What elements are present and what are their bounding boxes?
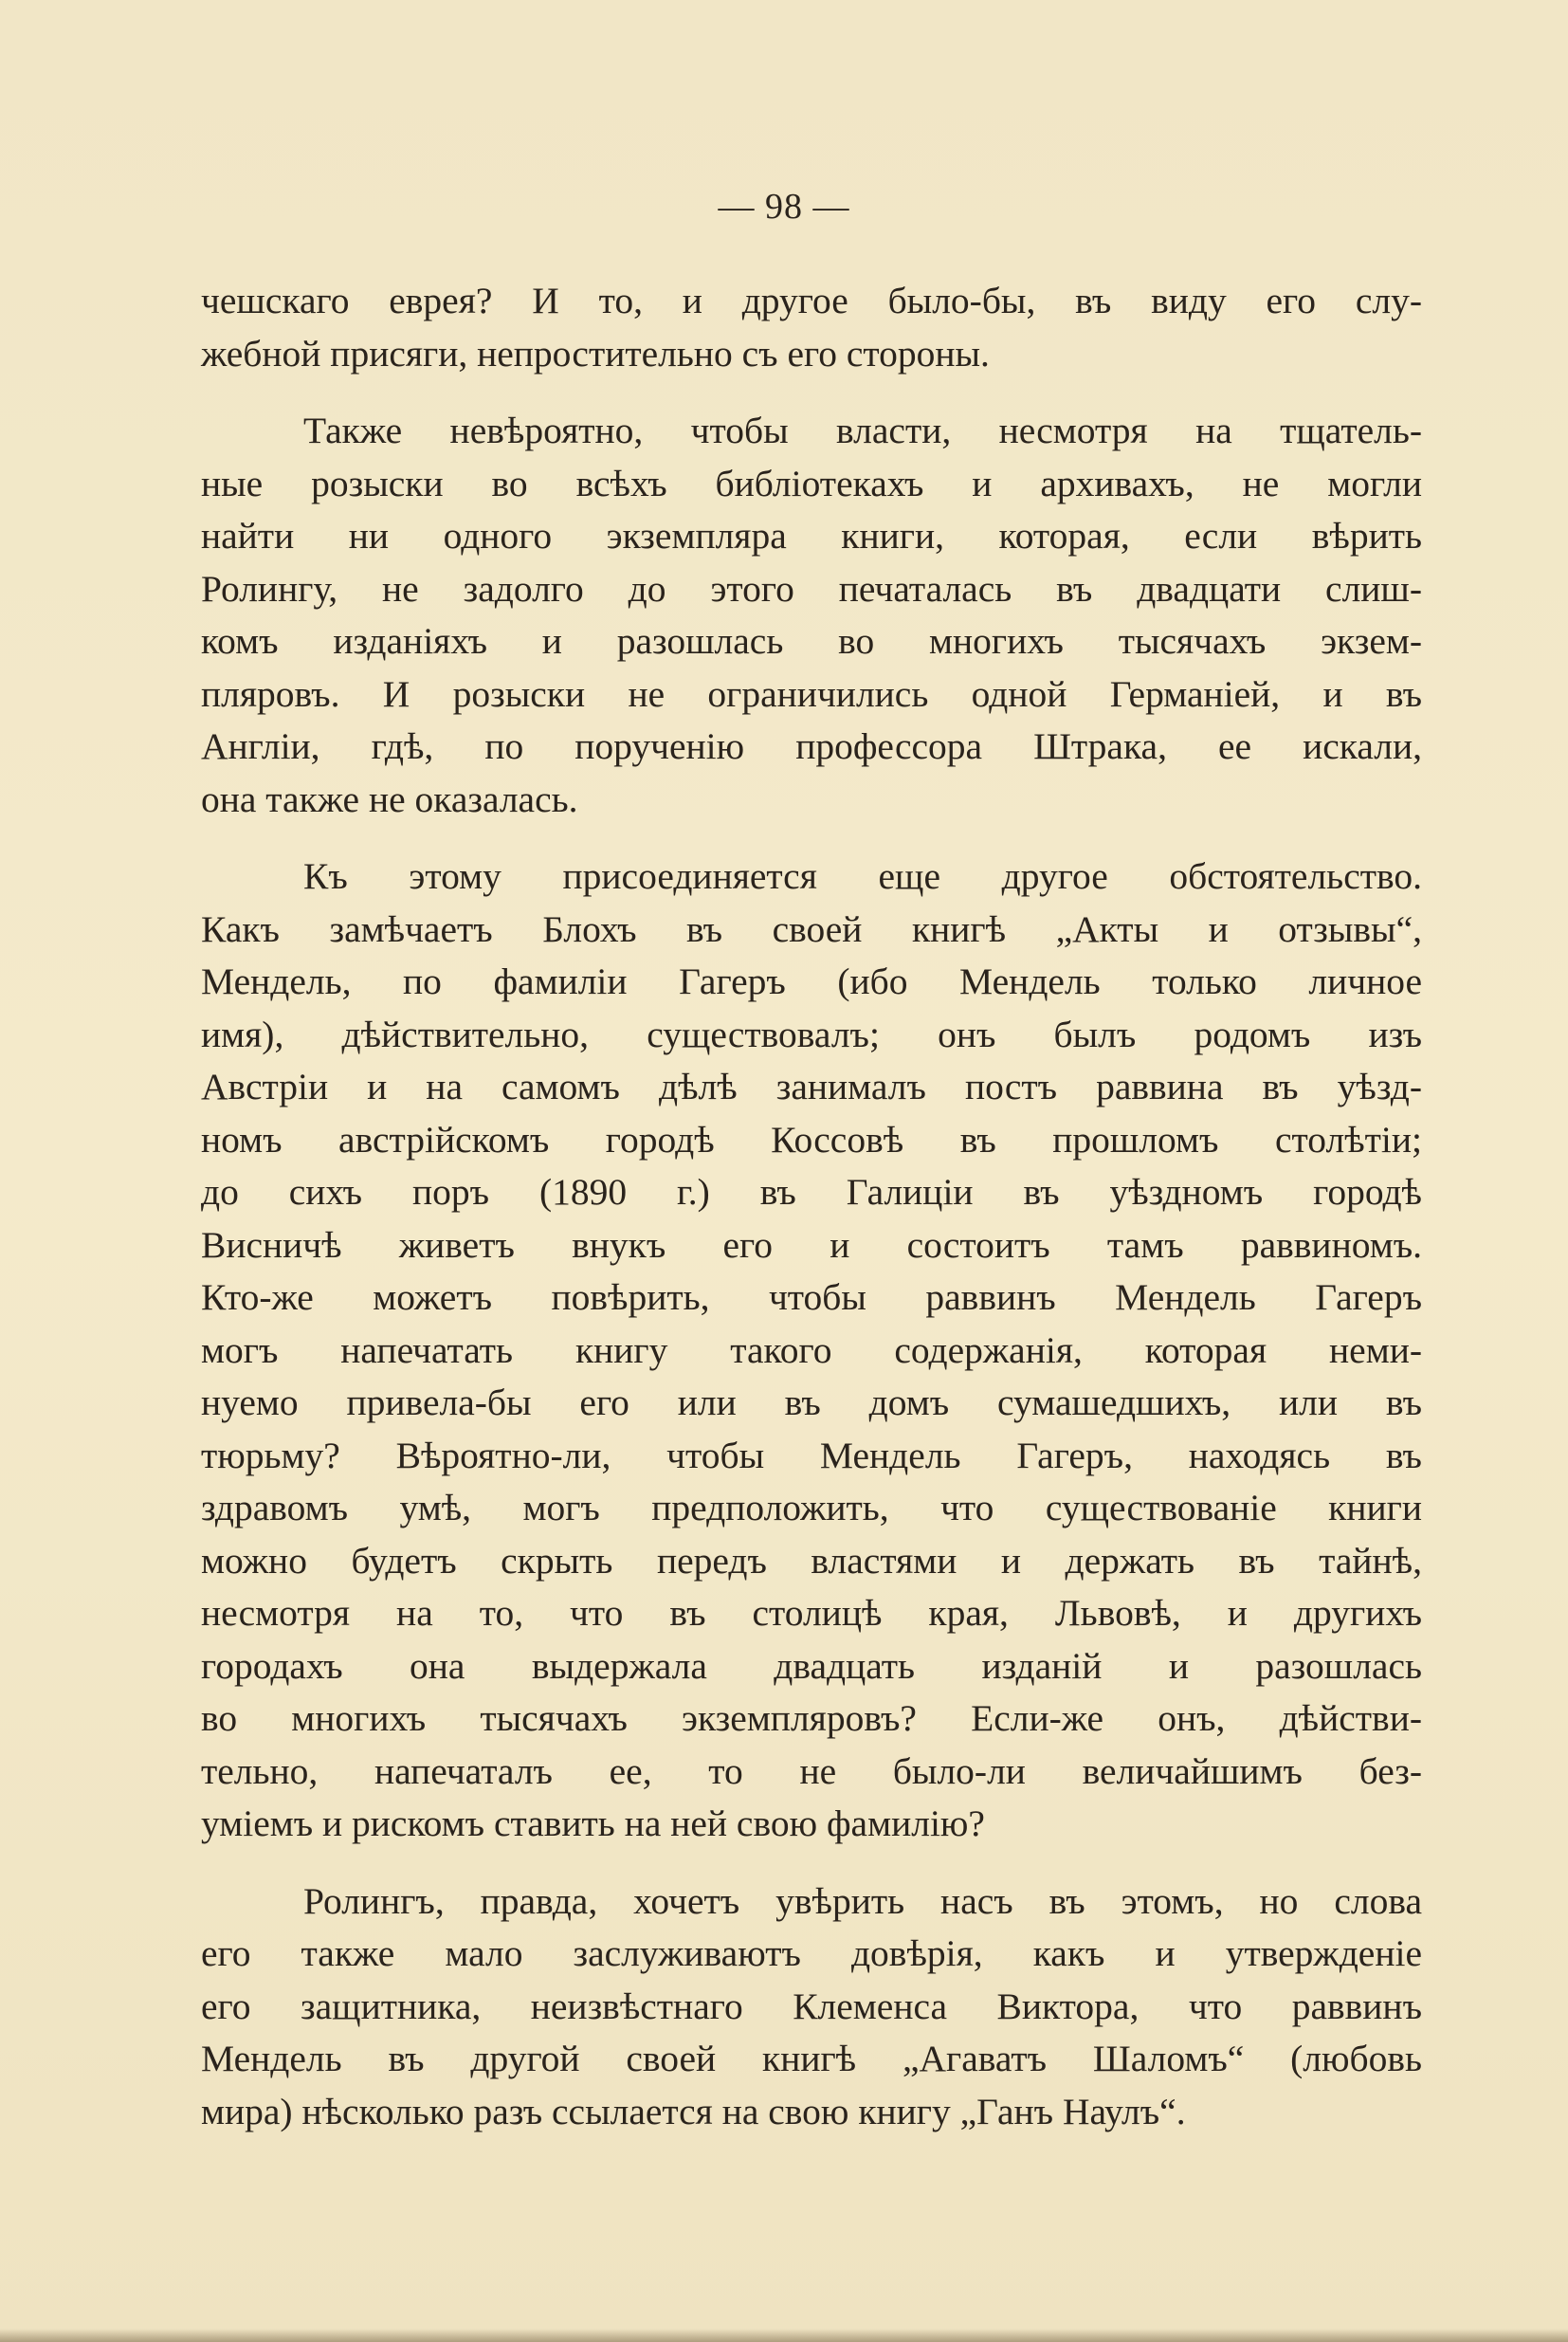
text-line: она также не оказалась. — [201, 778, 578, 820]
text-line: Ролингъ, правда, хочетъ увѣрить насъ въ этомъ, но слова — [303, 1879, 1422, 1922]
text-line: Австріи и на самомъ дѣлѣ занималъ постъ раввина въ уѣзд- — [201, 1066, 1422, 1107]
text-line: Мендель, по фамиліи Гагеръ (ибо Мендель только личное — [201, 961, 1422, 1002]
text-line: тельно, напечаталъ ее, то не было-ли величайшимъ без- — [201, 1749, 1422, 1792]
text-line: мира) нѣсколько разъ ссылается на свою книгу „Ганъ Наулъ“. — [201, 2090, 1186, 2132]
text-line: его также мало заслуживаютъ довѣрія, какъ и утвержденіе — [201, 1932, 1422, 1974]
text-line: ные розыски во всѣхъ библіотекахъ и архивахъ, не могли — [201, 462, 1422, 504]
text-line: Англіи, гдѣ, по порученію профессора Штрака, ее искали, — [201, 725, 1422, 767]
text-line: можно будетъ скрыть передъ властями и держать въ тайнѣ, — [201, 1539, 1422, 1582]
paragraph — [201, 275, 1422, 380]
text-line: до сихъ поръ (1890 г.) въ Галиціи въ уѣздномъ городѣ — [201, 1171, 1422, 1213]
text-line: Мендель въ другой своей книгѣ „Агаватъ Шаломъ“ (любовь — [201, 2038, 1422, 2079]
text-line: могъ напечатать книгу такого содержанія, которая неми- — [201, 1328, 1422, 1371]
page-number: — 98 — — [718, 187, 850, 227]
text-line: Висничѣ живетъ внукъ его и состоитъ тамъ раввиномъ. — [201, 1223, 1422, 1266]
text-line: Кто-же можетъ повѣрить, чтобы раввинъ Мендель Гагеръ — [201, 1276, 1422, 1318]
text-line: Также невѣроятно, чтобы власти, несмотря на тщатель- — [303, 410, 1422, 451]
text-line: тюрьму? Вѣроятно-ли, чтобы Мендель Гагеръ, находясь въ — [201, 1434, 1422, 1476]
text-line: номъ австрійскомъ городѣ Коссовѣ въ прошломъ столѣтіи; — [201, 1118, 1422, 1161]
text-line: Къ этому присоединяется еще другое обстоятельство. — [303, 855, 1422, 897]
text-line: его защитника, неизвѣстнаго Клеменса Виктора, что раввинъ — [201, 1985, 1422, 2027]
paragraph — [201, 1875, 1422, 2139]
text-line: городахъ она выдержала двадцать изданій и разошлась — [201, 1644, 1422, 1687]
paragraph — [201, 405, 1422, 826]
text-line: пляровъ. И розыски не ограничились одной Германіей, и въ — [201, 672, 1422, 715]
paragraph — [201, 851, 1422, 1851]
page-bottom-edge — [0, 2329, 1568, 2342]
text-line: жебной присяги, непростительно съ его стороны. — [201, 332, 990, 375]
text-line: чешскаго еврея? И то, и другое было-бы, въ виду его слу- — [201, 280, 1422, 321]
text-line: здравомъ умѣ, могъ предположить, что существованіе книги — [201, 1487, 1422, 1528]
text-line: имя), дѣйствительно, существовалъ; онъ былъ родомъ изъ — [201, 1013, 1422, 1055]
text-line: уміемъ и рискомъ ставить на ней свою фамилію? — [201, 1802, 985, 1844]
text-line: несмотря на то, что въ столицѣ края, Львовѣ, и другихъ — [201, 1592, 1422, 1634]
body-text — [201, 275, 1422, 2138]
text-line: комъ изданіяхъ и разошлась во многихъ тысячахъ экзем- — [201, 620, 1422, 662]
text-line: во многихъ тысячахъ экземпляровъ? Если-же онъ, дѣйстви- — [201, 1697, 1422, 1739]
text-line: найти ни одного экземпляра книги, которая, если вѣрить — [201, 515, 1422, 557]
text-line: нуемо привела-бы его или въ домъ сумашедшихъ, или въ — [201, 1381, 1422, 1423]
text-line: Ролингу, не задолго до этого печаталась въ двадцати слиш- — [201, 567, 1422, 610]
text-line: Какъ замѣчаетъ Блохъ въ своей книгѣ „Акты и отзывы“, — [201, 907, 1422, 950]
